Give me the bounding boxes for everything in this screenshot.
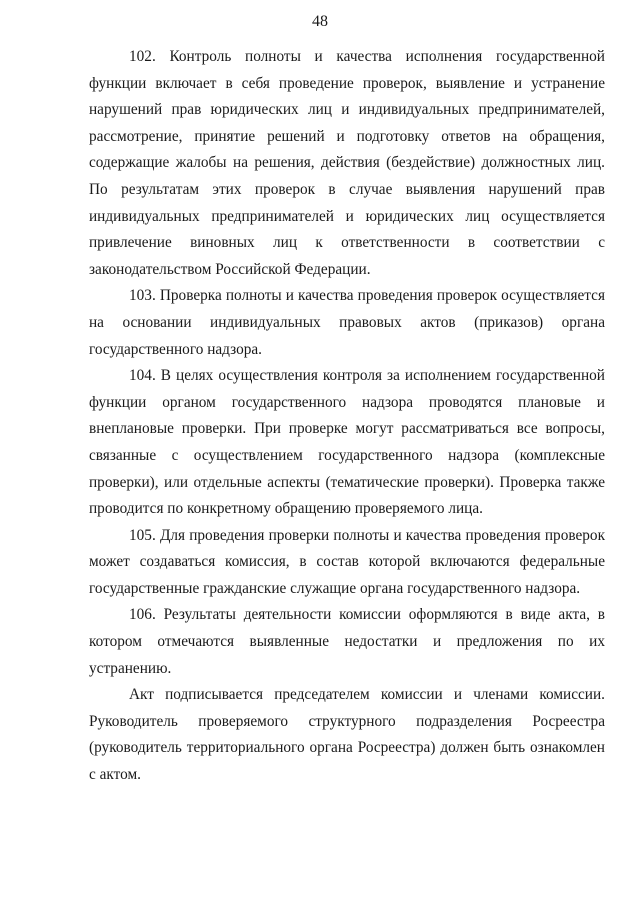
paragraph-102: 102. Контроль полноты и качества исполнения государственной функции включает в себя проведение проверок, выявление и устранение нарушений прав юридических лиц и индивидуальных предпринимателей, рассмотрение, принятие решений и подготовку ответов на обращения, содержащие жалобы на решения, действия (бездействие) должностных лиц. По результатам этих проверок в случае выявления нарушений прав индивидуальных предпринимателей и юридических лиц осуществляется привлечение виновных лиц к ответственности в соответствии с законодательством Российской Федерации. bbox=[89, 48, 605, 278]
paragraph-103: 103. Проверка полноты и качества проведения проверок осуществляется на основании индивидуальных правовых актов (приказов) органа государственного надзора. bbox=[89, 287, 605, 358]
paragraph-104: 104. В целях осуществления контроля за исполнением государственной функции органом государственного надзора проводятся плановые и внеплановые проверки. При проверке могут рассматриваться все вопросы, связанные с осуществлением государственного надзора (комплексные проверки), или отдельные аспекты (тематические проверки). Проверка также проводится по конкретному обращению проверяемого лица. bbox=[89, 367, 605, 518]
paragraph-106: 106. Результаты деятельности комиссии оформляются в виде акта, в котором отмечаются выявленные недостатки и предложения по их устранению. bbox=[89, 606, 605, 677]
body-text bbox=[89, 44, 605, 789]
page-number: 48 bbox=[312, 13, 328, 30]
paragraph-105: 105. Для проведения проверки полноты и качества проведения проверок может создаваться комиссия, в состав которой включаются федеральные государственные гражданские служащие органа государственного надзора. bbox=[89, 526, 605, 597]
paragraph-act-signing: Акт подписывается председателем комиссии и членами комиссии. Руководитель проверяемого структурного подразделения Росреестра (руководитель территориального органа Росреестра) должен быть ознакомлен с актом. bbox=[89, 686, 605, 784]
